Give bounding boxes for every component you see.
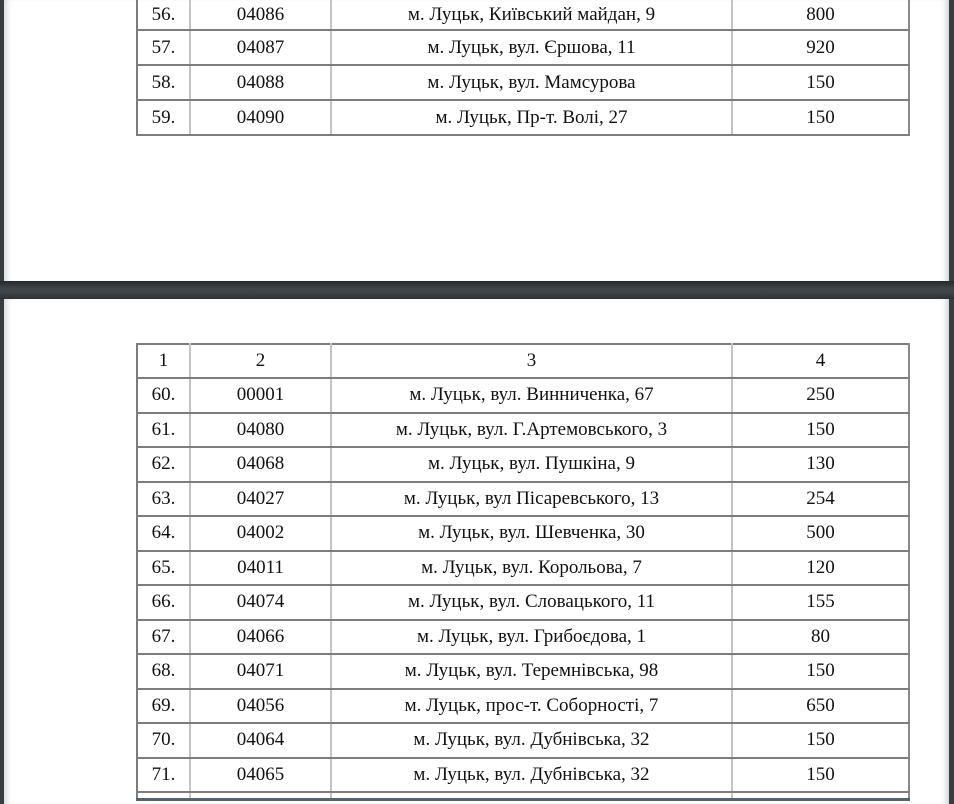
cell-address: м. Луцьк, вул. Словацького, 11 — [331, 585, 732, 620]
cell-amount: 500 — [732, 516, 909, 551]
clipped-cell — [137, 792, 190, 800]
table-row — [137, 378, 909, 413]
cell-row-number: 67. — [137, 620, 190, 655]
cell-address: м. Луцьк, прос-т. Соборності, 7 — [331, 689, 732, 724]
cell-address: м. Луцьк, Київський майдан, 9 — [331, 0, 732, 30]
cell-code: 04086 — [190, 0, 331, 30]
cell-code: 04080 — [190, 413, 331, 448]
clipped-cell — [190, 792, 331, 800]
cell-code: 04002 — [190, 516, 331, 551]
cell-code: 04068 — [190, 447, 331, 482]
cell-address: м. Луцьк, вул. Корольова, 7 — [331, 551, 732, 586]
column-number-header-row — [137, 344, 909, 378]
table-row — [137, 516, 909, 551]
cell-code: 04064 — [190, 723, 331, 758]
cell-amount: 120 — [732, 551, 909, 586]
cell-amount: 150 — [732, 65, 909, 100]
table-row — [137, 758, 909, 793]
cell-row-number: 71. — [137, 758, 190, 793]
header-col-1: 1 — [137, 344, 190, 378]
table-row — [137, 585, 909, 620]
cell-address: м. Луцьк, вул. Пушкіна, 9 — [331, 447, 732, 482]
cell-code: 04056 — [190, 689, 331, 724]
header-col-4: 4 — [732, 344, 909, 378]
cell-row-number: 64. — [137, 516, 190, 551]
cell-amount: 130 — [732, 447, 909, 482]
table-row — [137, 551, 909, 586]
cell-address: м. Луцьк, вул Пісаревського, 13 — [331, 482, 732, 517]
table-row — [137, 620, 909, 655]
cell-amount: 150 — [732, 723, 909, 758]
cell-code: 04027 — [190, 482, 331, 517]
cell-amount: 155 — [732, 585, 909, 620]
registry-table-page1 — [136, 0, 910, 136]
table-row — [137, 413, 909, 448]
cell-code: 04071 — [190, 654, 331, 689]
cell-row-number: 57. — [137, 30, 190, 65]
table-row — [137, 447, 909, 482]
table-row — [137, 482, 909, 517]
cell-row-number: 59. — [137, 100, 190, 135]
cell-code: 04065 — [190, 758, 331, 793]
cell-address: м. Луцьк, вул. Г.Артемовського, 3 — [331, 413, 732, 448]
cell-amount: 920 — [732, 30, 909, 65]
table-head — [137, 344, 909, 378]
cell-amount: 150 — [732, 654, 909, 689]
cell-amount: 250 — [732, 378, 909, 413]
table-row — [137, 65, 909, 100]
cell-amount: 150 — [732, 413, 909, 448]
cell-row-number: 58. — [137, 65, 190, 100]
cell-address: м. Луцьк, вул. Мамсурова — [331, 65, 732, 100]
cell-amount: 150 — [732, 100, 909, 135]
clipped-next-row-body — [137, 792, 909, 800]
cell-code: 04087 — [190, 30, 331, 65]
cell-address: м. Луцьк, вул. Теремнівська, 98 — [331, 654, 732, 689]
cell-amount: 80 — [732, 620, 909, 655]
cell-row-number: 56. — [137, 0, 190, 30]
cell-address: м. Луцьк, вул. Винниченка, 67 — [331, 378, 732, 413]
clipped-next-row — [137, 792, 909, 800]
table-row — [137, 654, 909, 689]
cell-row-number: 65. — [137, 551, 190, 586]
cell-row-number: 62. — [137, 447, 190, 482]
header-col-2: 2 — [190, 344, 331, 378]
cell-code: 04090 — [190, 100, 331, 135]
table-row — [137, 100, 909, 135]
header-col-3: 3 — [331, 344, 732, 378]
page-separator — [0, 281, 954, 299]
table-body-page1 — [137, 0, 909, 135]
registry-table-page2 — [136, 343, 910, 801]
cell-row-number: 61. — [137, 413, 190, 448]
table-row — [137, 0, 909, 30]
cell-code: 04066 — [190, 620, 331, 655]
cell-code: 04011 — [190, 551, 331, 586]
cell-row-number: 70. — [137, 723, 190, 758]
cell-amount: 150 — [732, 758, 909, 793]
document-page-2 — [4, 299, 949, 804]
cell-row-number: 68. — [137, 654, 190, 689]
cell-address: м. Луцьк, вул. Єршова, 11 — [331, 30, 732, 65]
cell-code: 04074 — [190, 585, 331, 620]
cell-row-number: 60. — [137, 378, 190, 413]
cell-address: м. Луцьк, вул. Дубнівська, 32 — [331, 723, 732, 758]
clipped-cell — [331, 792, 732, 800]
table-row — [137, 689, 909, 724]
table-row — [137, 30, 909, 65]
document-page-1 — [4, 0, 949, 281]
cell-code: 04088 — [190, 65, 331, 100]
cell-amount: 254 — [732, 482, 909, 517]
table-body-page2 — [137, 378, 909, 792]
cell-row-number: 66. — [137, 585, 190, 620]
cell-address: м. Луцьк, Пр-т. Волі, 27 — [331, 100, 732, 135]
cell-row-number: 69. — [137, 689, 190, 724]
cell-address: м. Луцьк, вул. Дубнівська, 32 — [331, 758, 732, 793]
cell-address: м. Луцьк, вул. Грибоєдова, 1 — [331, 620, 732, 655]
cell-code: 00001 — [190, 378, 331, 413]
cell-amount: 650 — [732, 689, 909, 724]
cell-address: м. Луцьк, вул. Шевченка, 30 — [331, 516, 732, 551]
clipped-cell — [732, 792, 909, 800]
table-row — [137, 723, 909, 758]
cell-amount: 800 — [732, 0, 909, 30]
cell-row-number: 63. — [137, 482, 190, 517]
